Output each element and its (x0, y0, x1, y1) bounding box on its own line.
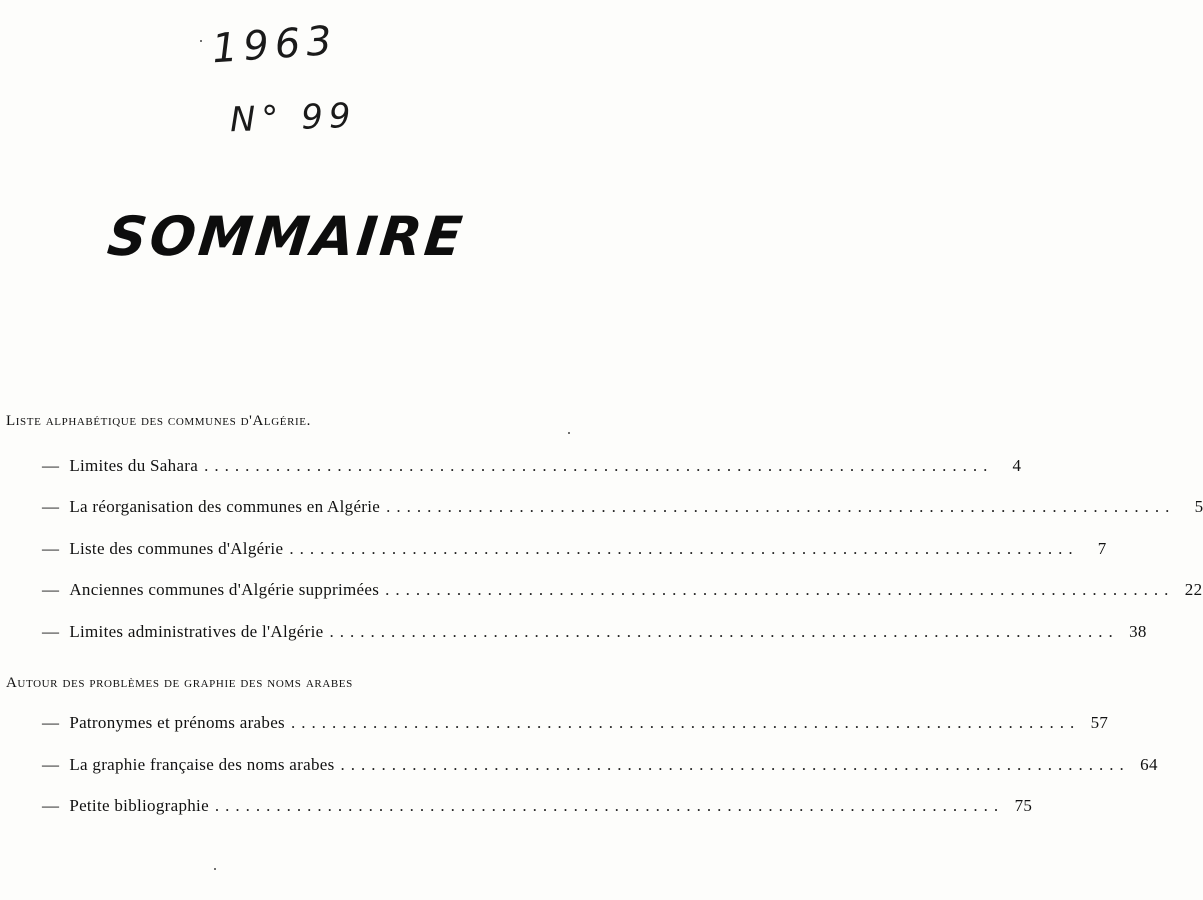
handwritten-issue-number: N° 99 (229, 95, 358, 141)
scan-speck (200, 40, 202, 42)
toc-entry-graphie-francaise[interactable] (42, 755, 1158, 779)
entry-dash: — (42, 796, 60, 815)
section-heading-graphie: Autour des problèmes de graphie des noms arabes (6, 675, 353, 691)
toc-entry-patronymes[interactable] (42, 713, 1109, 737)
entry-page-number: 22 (1184, 580, 1203, 599)
entry-dash: — (42, 580, 60, 599)
dot-leader: ............................................................................. (340, 755, 1130, 774)
entry-label: Anciennes communes d'Algérie supprimées (69, 580, 380, 599)
entry-dash: — (42, 713, 60, 732)
scan-speck (214, 868, 216, 870)
dot-leader: ............................................................................. (386, 497, 1176, 516)
entry-dash: — (42, 622, 60, 641)
toc-entry-limites-sahara[interactable] (42, 456, 1022, 480)
toc-entry-liste-communes[interactable] (42, 539, 1107, 563)
entry-label: Limites du Sahara (69, 456, 199, 475)
entry-dash: — (42, 755, 60, 774)
dot-leader: ............................................................................. (289, 539, 1079, 558)
toc-entry-reorganisation[interactable] (42, 497, 1203, 521)
entry-dash: — (42, 539, 60, 558)
entry-page-number: 64 (1140, 755, 1158, 774)
dot-leader: ............................................................................. (214, 796, 1005, 815)
entry-page-number: 75 (1014, 796, 1033, 815)
entry-page-number: 38 (1129, 622, 1147, 641)
entry-label: Patronymes et prénoms arabes (69, 713, 285, 732)
entry-page-number: 5 (1194, 497, 1203, 516)
entry-label: Liste des communes d'Algérie (69, 539, 284, 558)
entry-dash: — (42, 456, 60, 475)
entry-label: Limites administratives de l'Algérie (69, 622, 324, 641)
entry-label: Petite bibliographie (69, 796, 209, 815)
entry-page-number: 7 (1097, 539, 1107, 558)
dot-leader: ............................................................................. (290, 713, 1081, 732)
dot-leader: ............................................................................. (329, 622, 1119, 641)
entry-page-number: 57 (1090, 713, 1109, 732)
handwritten-year: 1963 (210, 17, 340, 73)
toc-entry-bibliographie[interactable] (42, 796, 1033, 820)
page-title: SOMMAIRE (104, 205, 468, 268)
section-heading-communes: Liste alphabétique des communes d'Algérie. (6, 413, 311, 429)
dot-leader: ............................................................................. (385, 580, 1175, 599)
toc-entry-anciennes-communes[interactable] (42, 580, 1203, 604)
toc-entry-limites-administratives[interactable] (42, 622, 1147, 646)
entry-label: La réorganisation des communes en Algérie (69, 497, 381, 516)
scan-speck (568, 432, 570, 434)
entry-dash: — (42, 497, 60, 516)
dot-leader: ............................................................................. (204, 456, 994, 475)
entry-page-number: 4 (1012, 456, 1022, 475)
entry-label: La graphie française des noms arabes (69, 755, 335, 774)
